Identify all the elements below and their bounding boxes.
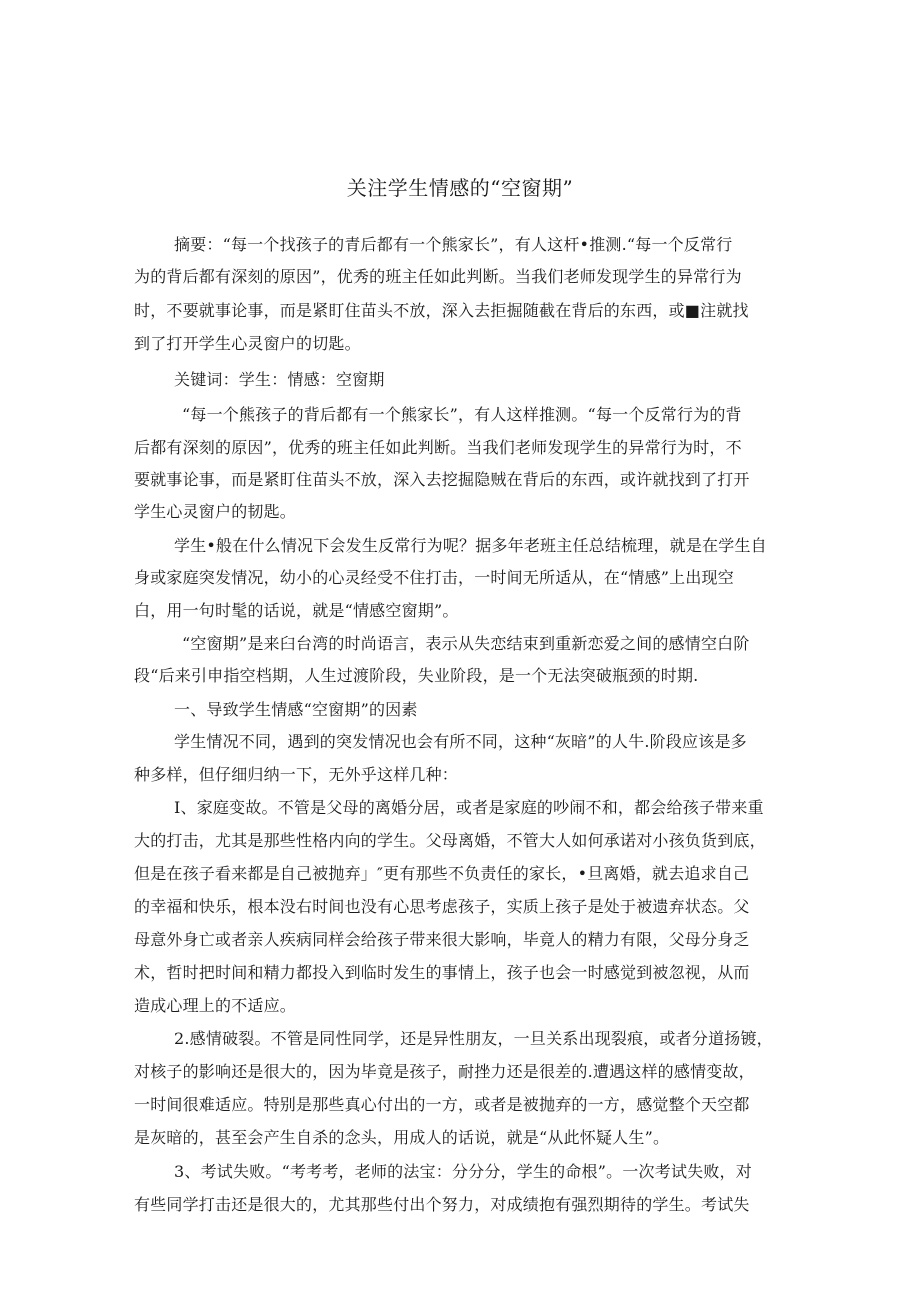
body-line: 段“后来引申指空档期，人生过渡阶段，失业阶段，是一个无法突破瓶颈的时期. [134, 666, 699, 685]
body-line: 学生情况不同，遇到的突发情况也会有所不同，这种“灰暗”的人牛.阶段应该是多 [174, 732, 747, 751]
body-line: 术，哲时把时间和精力都投入到临时发生的事情上，孩子也会一时感觉到被忽视，从而 [134, 963, 750, 982]
body-line: 2.感情破裂。不管是同性同学，还是异性朋友，一旦关系出现裂痕，或者分道扬镀， [174, 1029, 773, 1048]
abstract-line: 为的背后都有深刻的原因”，优秀的班主任如此判断。当我们老师发现学生的异常行为 [134, 267, 742, 286]
body-line: 大的打击，尤其是那些性格内向的学生。父母离婚，不管大人如何承诺对小孩负货到底， [134, 831, 766, 850]
body-line: 母意外身亡或者亲人疾病同样会给孩子带来很大影响，毕竟人的精力有限，父母分身乏 [134, 930, 750, 949]
section-heading: 一、导致学生情感“空窗期”的因素 [174, 700, 418, 719]
body-line: 学生•般在什么情况下会发生反常行为呢？据多年老班主任总结梳理，就是在学生自 [174, 536, 767, 555]
abstract-line: 摘要：“每一个找孩子的青后都有一个熊家长”，有人这杆•推测.“每一个反常行 [174, 235, 733, 254]
body-line: 一时间很难适应。特别是那些真心付出的一方，或者是被抛弃的一方，感觉整个天空都 [134, 1095, 750, 1114]
body-line: 对核子的影响还是很大的，因为毕竟是孩子，耐挫力还是很差的.遭遇这样的感情变故， [134, 1062, 755, 1081]
body-line: 3、考试失败。“考考考，老师的法宝：分分分，学生的命根”。一次考试失败，对 [174, 1162, 752, 1181]
body-line: 身或家庭突发情况，幼小的心灵经受不住打击，一时间无所适从，在“情感”上出现空 [134, 568, 734, 587]
body-line: 有些同学打击还是很大的，尤其那些付出个努力，对成绩抱有强烈期待的学生。考试失 [134, 1195, 750, 1214]
body-line: “每一个熊孩子的背后都有一个熊家长”，有人这样推测。“每一个反常行为的背 [182, 405, 742, 424]
keywords-line: 关键词：学生：情感：空窗期 [174, 370, 385, 389]
document-title: 关注学生情感的“空窗期” [346, 176, 574, 200]
body-line: 学生心灵窗户的韧匙。 [134, 502, 297, 521]
abstract-line: 到了打开学生心灵窗户的切匙。 [134, 334, 361, 353]
body-line: 造成心理上的不适应。 [134, 996, 297, 1015]
body-line: 种多样，但仔细归纳一下，无外乎这样几种： [134, 765, 459, 784]
body-line: 要就事论事，而是紧盯住苗头不放，深入去挖掘隐贼在背后的东西，或许就找到了打开 [134, 470, 750, 489]
body-line: “空窗期”是来臼台湾的时尚语言，表示从失恋结束到重新恋爱之间的感情空白阶 [182, 634, 750, 653]
body-line: 后都有深刻的原因”，优秀的班主任如此判断。当我们老师发现学生的异常行为时，不 [134, 438, 742, 457]
body-line: 但是在孩子看来都是自己被抛弃」″更有那些不负责任的家长，•旦离婚，就去追求自己 [134, 864, 750, 883]
body-line: I、家庭变故。不管是父母的离婚分居，或者是家庭的吵闹不和，都会给孩子带来重 [174, 798, 764, 817]
abstract-line: 时，不要就事论事，而是紧盯住苗头不放，深入去拒掘随截在背后的东西，或■注就找 [134, 301, 749, 320]
body-line: 白，用一句时髦的话说，就是“情感空窗期”。 [134, 601, 459, 620]
body-line: 是灰暗的，甚至会产生自杀的念头，用成人的话说，就是“从此怀疑人生”。 [134, 1128, 670, 1147]
body-line: 的幸福和快乐，根本没右时间也没有心思考虑孩子，实质上孩子是处于被遗弃状态。父 [134, 897, 750, 916]
